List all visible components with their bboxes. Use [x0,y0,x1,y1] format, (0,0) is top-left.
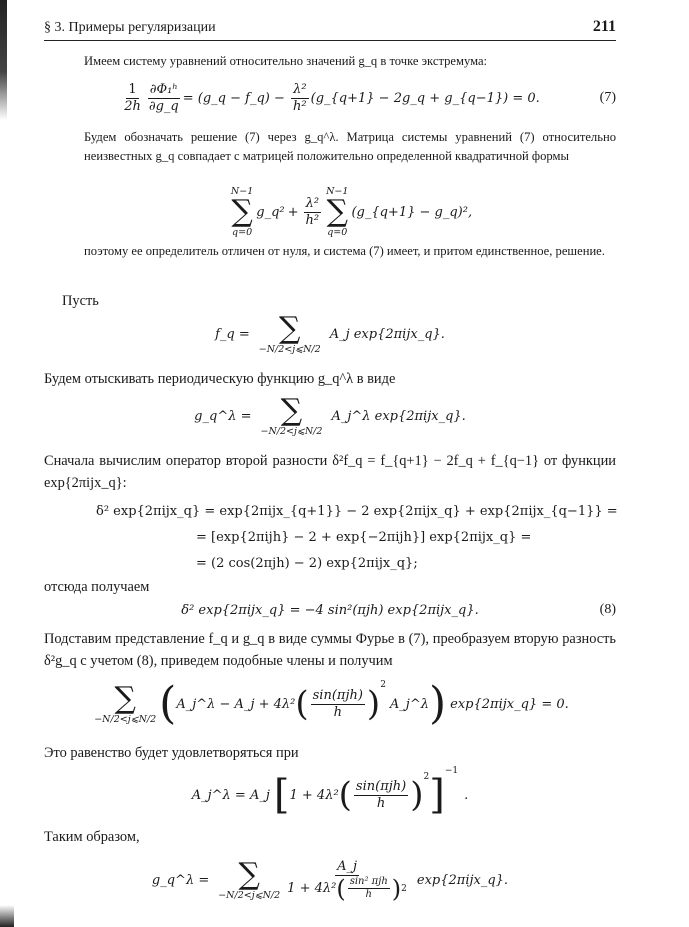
eq7-frac-3 [291,82,309,115]
eq7-frac-1-num: 1 [128,81,137,97]
ajl-frac-den: h [376,795,386,811]
ajl-lhs: A_j^λ = A_j [191,787,270,803]
equation-a-lambda: A_j^λ = A_j [ 1 + 4λ² ( $\frac{\text{sin(πjh)}}{h}$ ) $^2$ ] $^{-1}$ . [191,766,469,818]
eq7-frac-1-den: 2h [124,98,141,114]
paragraph-2: Будем обозначать решение (7) через g_q^λ. Матрица системы уравнений (7) относительно неизвестных g_q совпадает с матрицей положительно определенной квадратичной формы [84,130,616,163]
equation-8 [44,598,616,622]
paragraph-8: Подставим представление f_q и g_q в виде суммы Фурье в (7), преобразуем вторую разность δ²g_q с учетом (8), приведем подобные члены и получим [44,631,616,669]
quadratic-form [84,188,616,236]
paragraph-3: поэтому ее определитель отличен от нуля, и система (7) имеет, и притом единственное, решение. [84,244,605,258]
paragraph-5: Будем отыскивать периодическую функцию g_q^λ в виде [44,371,396,387]
scan-shadow-top [0,0,7,120]
scan-shadow-bottom [0,905,14,927]
eq7-frac-3-den: h² [293,98,307,114]
sumzero-inner-a: A_j^λ − A_j + 4λ² [176,696,296,712]
quad-term-1: g_q² [256,204,285,220]
final-sum: ∑ −N/2<j⩽N/2 [218,856,281,901]
eq7-frac-1 [122,82,143,115]
gq-lhs: g_q^λ = [194,408,252,424]
quad-sum-2-lower: q=0 [327,227,348,238]
fq-lhs: f_q = [215,326,250,342]
eq8-body: δ² exp{2πijx_q} = −4 sin²(πjh) exp{2πijx_q}. [181,602,479,618]
ajl-inner: 1 + 4λ² [289,787,339,803]
paragraph-4: Пусть [62,293,99,309]
eq8-label: (8) [599,602,616,617]
paragraph-10: Таким образом, [44,829,140,845]
quad-sum-1: N−1 ∑ q=0 [230,186,254,238]
final-frac-den: 1 + 4λ² ( $\frac{\text{sin² πjh}}{h}$ ) 2 [287,874,407,903]
sumzero-sum: ∑ −N/2<j⩽N/2 [94,680,157,725]
eq7-frac-2-den: ∂g_q [148,98,179,114]
eq7-frac-3-num: λ² [293,81,307,97]
quad-sum-1-lower: q=0 [232,227,253,238]
ajl-outer-power: −1 [444,766,459,776]
ajl-power: 2 [423,772,430,782]
quad-frac-den: h² [305,212,320,228]
final-tail: exp{2πijx_q}. [416,872,509,888]
paragraph-7: отсюда получаем [44,579,150,595]
final-den-frac-num: sin² πjh [349,876,388,887]
sumzero-tail: exp{2πijx_q} = 0. [450,696,569,712]
paragraph-9: Это равенство будет удовлетворяться при [44,745,299,761]
running-header [44,18,616,41]
eq7-frac-2-num: ∂Φ₁ʰ [149,81,178,97]
quad-frac [304,196,322,229]
gq-sum: ∑ −N/2<j⩽N/2 [260,392,323,437]
page-number: 211 [592,18,616,35]
final-den-frac-den: h [365,889,372,900]
sumzero-sum-lower: −N/2<j⩽N/2 [94,713,157,725]
sumzero-frac [311,688,365,721]
quad-sum-1-upper: N−1 [230,186,254,197]
quad-sum-2-upper: N−1 [326,186,349,197]
quad-term-2: (g_{q+1} − g_q)², [351,204,473,220]
final-den-power: 2 [401,883,407,894]
quad-frac-num: λ² [305,195,320,211]
paragraph-6: Сначала вычислим оператор второй разности δ²f_q = f_{q+1} − 2f_q + f_{q−1} от функции exp{2πijx_q}: [44,453,616,491]
equation-sum-zero: ∑ −N/2<j⩽N/2 ( A_j^λ − A_j + 4λ² ( $\frac{\text{sin(πjh)}}{h}$ ) $^2$ A_j^λ ) exp{2πijx_q} = 0. [94,678,569,729]
eq7-rhs: = (g_q − f_q) − [182,90,290,106]
equation-final [44,848,616,912]
equation-fq [44,310,616,358]
diff-line-2: = [exp{2πijh} − 2 + exp{−2πijh}] exp{2πijx_q} = [196,530,532,545]
section-title: § 3. Примеры регуляризации [44,20,216,35]
ajl-frac [354,779,408,812]
final-sum-lower: −N/2<j⩽N/2 [218,889,281,901]
final-den-a: 1 + 4λ² [287,880,337,896]
sumzero-frac-num: sin(πjh) [312,687,363,703]
equation-gq [44,392,616,440]
final-lhs: g_q^λ = [151,872,210,888]
final-frac [285,859,409,901]
quad-plus: + [287,204,299,220]
sumzero-power: 2 [380,680,386,690]
sumzero-frac-den: h [333,704,342,720]
final-den-frac [348,876,390,901]
eq7-tail: (g_{q+1} − 2g_q + g_{q−1}) = 0. [310,90,540,106]
final-frac-num: A_j [337,859,357,874]
sumzero-inner-b: A_j^λ [389,696,429,712]
gq-rhs: A_j^λ exp{2πijx_q}. [331,408,466,424]
fq-sum: ∑ −N/2<j⩽N/2 [258,310,321,355]
diff-line-3: = (2 cos(2πjh) − 2) exp{2πijx_q}; [196,556,418,571]
gq-sum-lower: −N/2<j⩽N/2 [260,425,323,437]
diff-line-1: δ² exp{2πijx_q} = exp{2πijx_{q+1}} − 2 exp{2πijx_q} + exp{2πijx_{q−1}} = [96,504,618,519]
fq-sum-lower: −N/2<j⩽N/2 [258,343,321,355]
eq7-frac-2 [147,82,181,115]
quad-sum-2: N−1 ∑ q=0 [326,186,349,238]
equation-7 [44,78,616,118]
paragraph-1: Имеем систему уравнений относительно значений g_q в точке экстремума: [84,54,488,68]
ajl-frac-num: sin(πjh) [355,778,407,794]
eq7-label: (7) [599,90,616,105]
fq-rhs: A_j exp{2πijx_q}. [329,326,445,342]
ajl-tail: . [464,787,469,803]
